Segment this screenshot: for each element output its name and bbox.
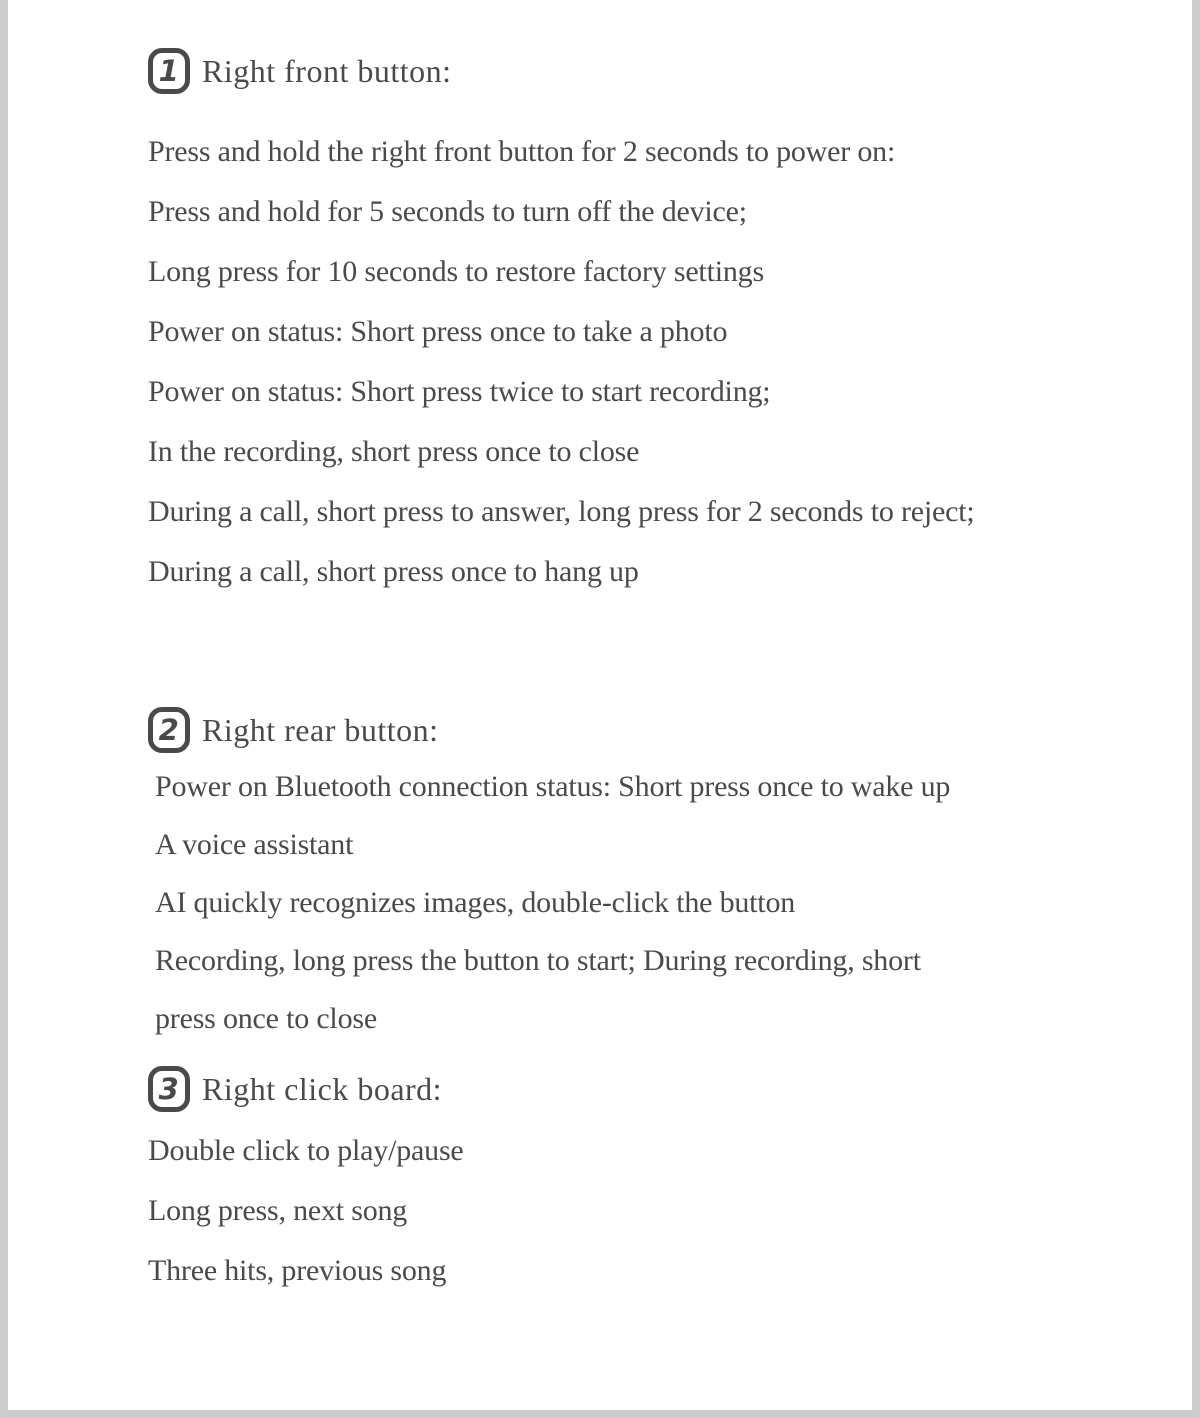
section-right-rear-button — [148, 707, 1150, 1048]
section-body — [148, 758, 1150, 1048]
instruction-line: press once to close — [155, 1002, 377, 1035]
instruction-line: Press and hold the right front button for 2 seconds to power on: — [148, 135, 896, 168]
section-right-click-board — [148, 1066, 1150, 1301]
instruction-line: During a call, short press once to hang up — [148, 555, 639, 588]
instruction-line: AI quickly recognizes images, double-click the button — [155, 886, 796, 919]
section-title: Right click board: — [202, 1070, 443, 1107]
instruction-line: Long press for 10 seconds to restore factory settings — [148, 255, 764, 288]
instruction-line: Long press, next song — [148, 1194, 408, 1227]
page-bottom-edge — [8, 1410, 1192, 1418]
section-right-front-button — [148, 48, 1150, 602]
circled-3-icon: 3 — [148, 1066, 190, 1112]
instruction-line: Press and hold for 5 seconds to turn off the device; — [148, 195, 747, 228]
page-right-edge — [1192, 0, 1200, 1418]
manual-page — [148, 48, 1150, 1301]
section-heading — [148, 48, 1150, 94]
instruction-line: Power on status: Short press once to take a photo — [148, 315, 728, 348]
section-body — [148, 1121, 1150, 1301]
instruction-line: Double click to play/pause — [148, 1134, 464, 1167]
section-title: Right rear button: — [202, 711, 439, 748]
section-body — [148, 122, 1150, 602]
section-heading — [148, 707, 1150, 753]
instruction-line: Three hits, previous song — [148, 1254, 447, 1287]
instruction-line: Recording, long press the button to start; During recording, short — [155, 944, 921, 977]
instruction-line: During a call, short press to answer, long press for 2 seconds to reject; — [148, 495, 975, 528]
instruction-line: Power on Bluetooth connection status: Short press once to wake up — [155, 770, 951, 803]
instruction-line: A voice assistant — [155, 828, 354, 861]
section-heading — [148, 1066, 1150, 1112]
section-title: Right front button: — [202, 52, 452, 89]
instruction-line: In the recording, short press once to close — [148, 435, 640, 468]
instruction-line: Power on status: Short press twice to start recording; — [148, 375, 771, 408]
page-left-edge — [0, 0, 8, 1418]
circled-1-icon: 1 — [148, 48, 190, 94]
circled-2-icon: 2 — [148, 707, 190, 753]
